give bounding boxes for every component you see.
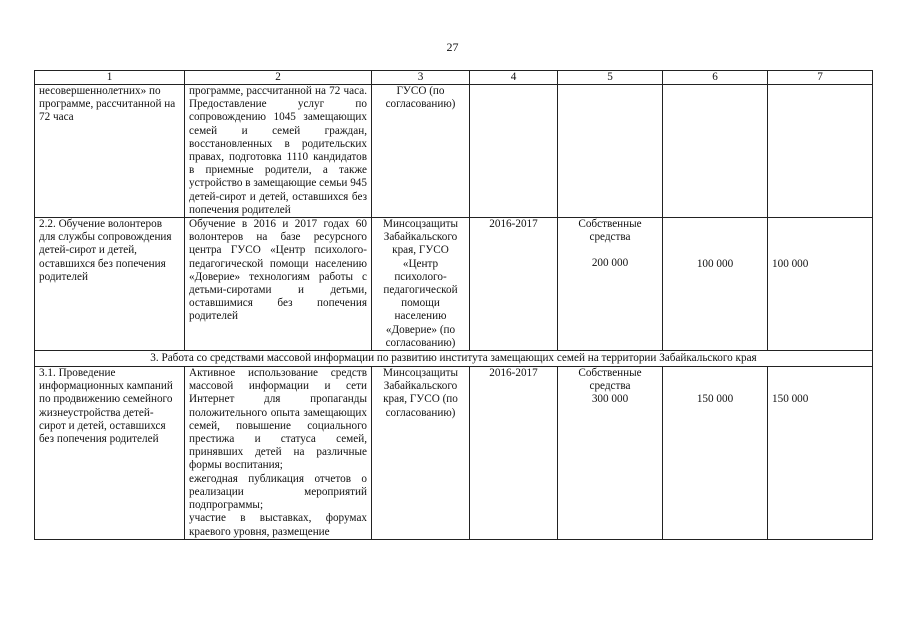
amount-cell bbox=[768, 85, 873, 218]
period-cell: 2016-2017 bbox=[470, 367, 558, 540]
table-row bbox=[35, 85, 873, 218]
funding-cell bbox=[558, 85, 663, 218]
table-row bbox=[35, 367, 873, 540]
description-cell: программе, рассчитанной на 72 часа. Предоставление услуг по сопровождению 1045 замещающих семей и семей граждан, восстановленных в родительских правах, подготовка 1110 кандидатов в приемные родители, а также устройство в замещающие семьи 945 детей-сирот и детей, оставшихся без попечения родителей bbox=[185, 85, 372, 218]
amount-cell bbox=[663, 85, 768, 218]
header-row bbox=[35, 71, 873, 85]
column-header: 6 bbox=[663, 71, 768, 85]
amount-2017: 100 000 bbox=[772, 258, 809, 271]
funding-source-label: Собственные средства bbox=[578, 367, 642, 393]
activity-cell: 2.2. Обучение волонтеров для службы сопровождения детей-сирот и детей, оставшихся без попечения родителей bbox=[35, 218, 185, 351]
program-table bbox=[34, 70, 873, 540]
description-cell: Обучение в 2016 и 2017 годах 60 волонтеров на базе ресурсного центра ГУСО «Центр психолого-педагогической помощи населению «Доверие» технологиям работы с детьми-сиротами и детьми, оставшимися без попечения родителей bbox=[185, 218, 372, 351]
funding-total: 200 000 bbox=[591, 257, 629, 270]
description-paragraph: ежегодная публикация отчетов о реализации мероприятий подпрограммы; bbox=[189, 472, 367, 512]
column-header: 3 bbox=[372, 71, 470, 85]
period-cell: 2016-2017 bbox=[470, 218, 558, 351]
page-number: 27 bbox=[446, 40, 459, 54]
amount-2016: 150 000 bbox=[696, 393, 734, 406]
amount-cell bbox=[663, 367, 768, 540]
table-row bbox=[35, 218, 873, 351]
period-cell bbox=[470, 85, 558, 218]
description-paragraph: участие в выставках, форумах краевого уровня, размещение bbox=[189, 512, 367, 538]
activity-cell: несовершеннолетних» по программе, рассчитанной на 72 часа bbox=[35, 85, 185, 218]
executor-cell: Минсоцзащиты Забайкальского края, ГУСО «Центр психолого-педагогической помощи населению «Доверие» (по согласованию) bbox=[372, 218, 470, 351]
column-header: 1 bbox=[35, 71, 185, 85]
description-paragraph: Активное использование средств массовой информации и сети Интернет для пропаганды положительного опыта замещающих семей, повышение социального престижа и статуса семей, принявших детей на различные формы воспитания; bbox=[189, 367, 367, 472]
column-header: 7 bbox=[768, 71, 873, 85]
funding-cell bbox=[558, 367, 663, 540]
amount-cell bbox=[768, 218, 873, 351]
executor-cell: ГУСО (по согласованию) bbox=[372, 85, 470, 218]
executor-cell: Минсоцзащиты Забайкальского края, ГУСО (по согласованию) bbox=[372, 367, 470, 540]
funding-source-label: Собственные средства bbox=[578, 218, 642, 244]
description-cell bbox=[185, 367, 372, 540]
column-header: 2 bbox=[185, 71, 372, 85]
amount-cell bbox=[768, 367, 873, 540]
section-title: 3. Работа со средствами массовой информации по развитию института замещающих семей на территории Забайкальского края bbox=[35, 351, 873, 367]
funding-cell bbox=[558, 218, 663, 351]
column-header: 4 bbox=[470, 71, 558, 85]
column-header: 5 bbox=[558, 71, 663, 85]
amount-2016: 100 000 bbox=[696, 258, 734, 271]
amount-cell bbox=[663, 218, 768, 351]
amount-2017: 150 000 bbox=[772, 393, 809, 406]
activity-cell: 3.1. Проведение информационных кампаний по продвижению семейного жизнеустройства детей-сирот и детей, оставшихся без попечения родителей bbox=[35, 367, 185, 540]
funding-total: 300 000 bbox=[591, 393, 629, 406]
section-row bbox=[35, 351, 873, 367]
